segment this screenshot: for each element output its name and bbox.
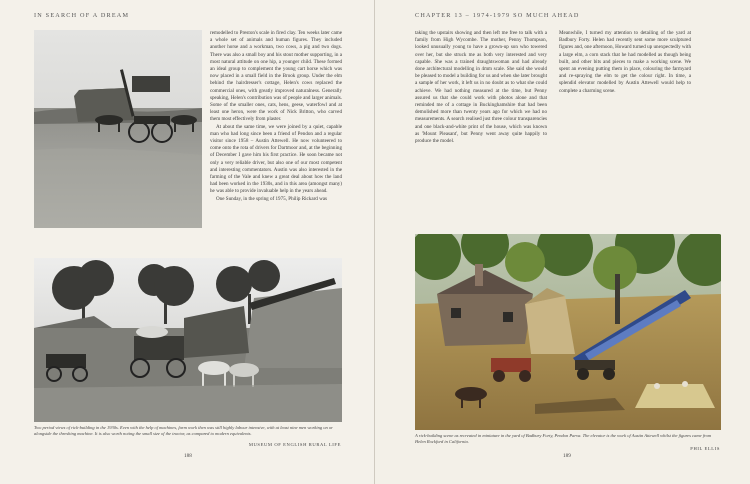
right-text-column-1 [415, 30, 547, 145]
photo-model-rick-building [415, 234, 721, 430]
right-page [375, 0, 750, 484]
left-running-head: IN SEARCH OF A DREAM [34, 12, 130, 19]
left-text-column [210, 30, 342, 203]
left-photo-credit: MUSEUM OF ENGLISH RURAL LIFE [248, 442, 341, 447]
left-paragraph-1: remodelled to Preston's scale in fired clay. Ten weeks later came a whole set of animals and human figures. They included another horse and a workman, two cows, a pig and two dogs. There was also a small boy and his stout mother supporting, in a most natural attitude on one hip, a younger child. These formed an ideal group to complement the young cart horse which was now placed in a small field in the Brook group. Under the elm behind the hairdresser's cottage, Helen's cows replaced the commercial ones, with greatly improved naturalness. Generally speaking, Helen's contribution was of people and larger animals. Some of the smaller ones, cats, hens, geese, waterfowl and at least one heron, were the work of Nick Britton, who carved them most effectively from plaster. [210, 30, 342, 123]
horse-cart-rick-image [34, 30, 202, 228]
right-running-head: CHAPTER 13 – 1974-1979 SO MUCH AHEAD [415, 12, 580, 19]
right-photo-caption: A rick-building scene as recreated in miniature in the yard of Badbury Forty, Pendon Parva. The elevator is the work of Austin Attewell whilst the figures came from Helen Rockford in California. [415, 433, 712, 444]
right-paragraph-1: taking the upstairs showing and then left me free to talk with a family from High Wycombe. The mother, Penny Thompson, looked unusually young to have a grown-up son who towered over her, but she struck me as both very interested and very capable. She was a trained draughtswoman and had already done architectural modelling in 4mm scale. She said she would be pleased to model a building for us and when she later brought a sample of her work, it left us in no doubt as to what she could achieve. We had nothing measured at the time, but Penny assured us that she could work with photos alone and that reminded me of a cottage in Buckinghamshire that had been demolished more than twenty years ago for which we had no measurements. A search realised just three colour transparencies and one black-and-white print of the house, which was known as 'Mount Pleasant', but Penny went away quite happily to produce the model. [415, 30, 547, 145]
photo-horse-cart-rick [34, 30, 202, 228]
left-paragraph-3: One Sunday, in the spring of 1975, Philip Rickard was [216, 195, 328, 202]
right-page-number: 189 [563, 453, 571, 459]
left-page-number: 188 [184, 453, 192, 459]
left-photo-caption: Two period views of rick-building in the 1930s. Even with the help of machines, farm work then was still highly labour intensive, with at least nine men working on or alongside the threshing machine. It is also worth noting the small size of the tractor, as compared to modern equivalents. [34, 425, 333, 436]
threshing-scene-image [34, 258, 342, 422]
right-photo-credit: PHIL ELLIS [690, 446, 720, 451]
right-text-column-2 [559, 30, 691, 95]
photo-threshing-scene [34, 258, 342, 422]
right-paragraph-2: Meanwhile, I turned my attention to detailing of the yard at Badbury Forty. Helen had recently sent some more sculptured figures and, one afternoon, Howard turned up unexpectedly with a large elm, a corn stack that he had modelled as though being built, and other bits and pieces to make a working scene. We spent an evening putting them in place, colouring the farmyard and re-spraying the elm to get the colour right. In time, a splendid elevator modelled by Austin Attewell would help to complete a charming scene. [559, 30, 691, 94]
left-paragraph-2: At about the same time, we were joined by a quiet, capable man who had long since been a friend of Pendon and a regular visitor since 1958 – Austin Attewell. He now volunteered to come onto the rota of drivers for Dartmoor and, at the beginning of December I gave him his first practice. He soon became not only a very reliable driver, but also one of our most competent and interesting commentators. Austin was also interested in the farming of the Vale and knew a great deal about how the land had been worked in the 1930s, and in this area (amongst many) he was able to provide invaluable help in the years ahead. [210, 123, 342, 195]
model-rick-building-image [415, 234, 721, 430]
